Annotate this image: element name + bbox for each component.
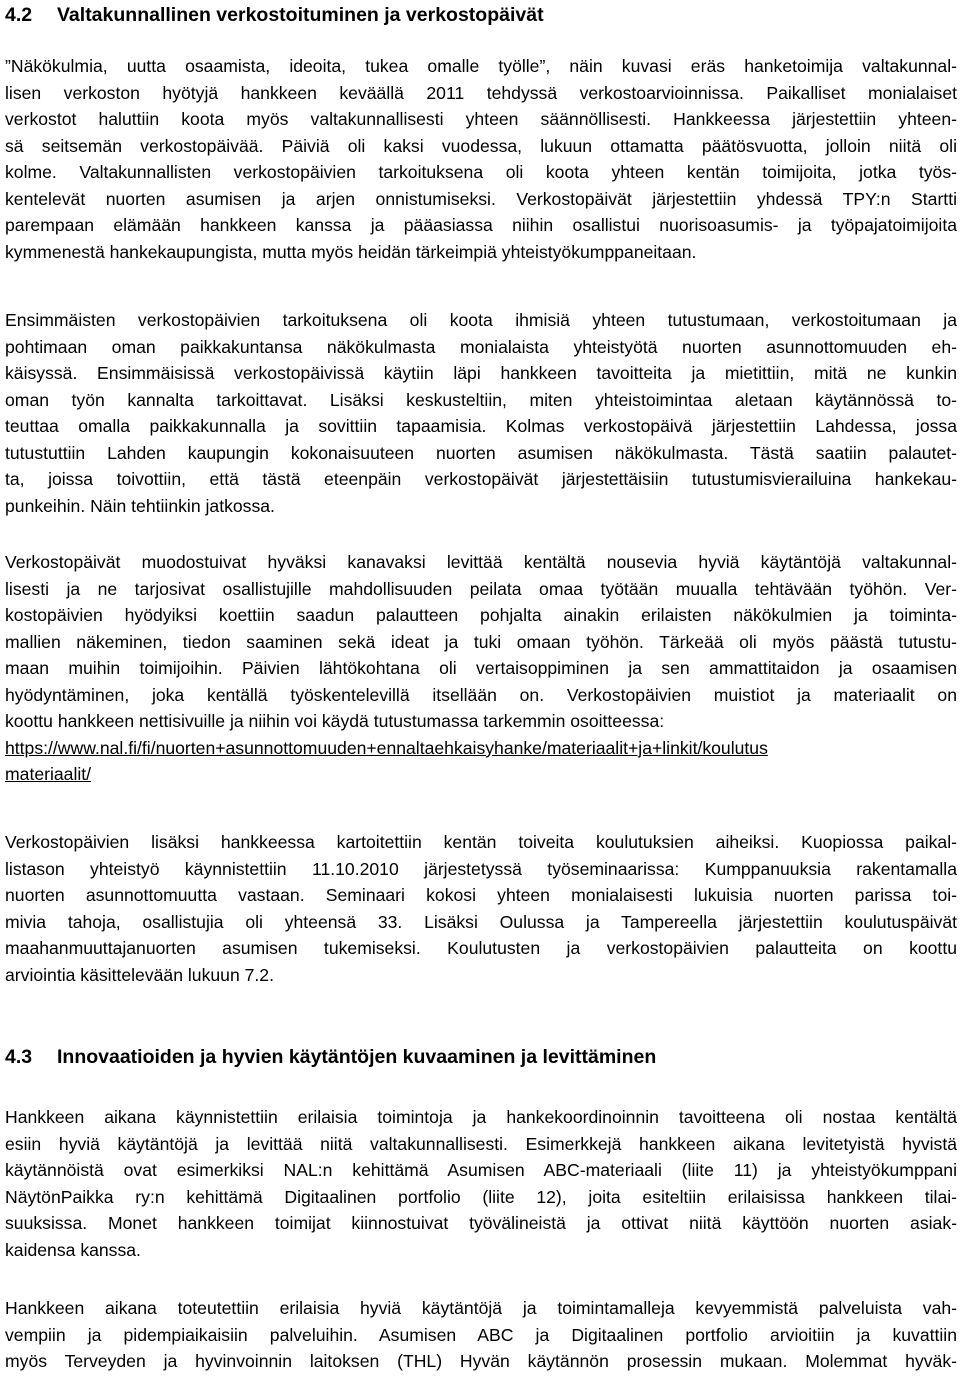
section-heading-4-3 — [5, 1044, 656, 1070]
paragraph-networking-intro — [5, 53, 957, 265]
text-line: hyödyntäminen, joka kentällä työskentelevillä itsellään on. Verkostopäivien muistiot ja materiaalit on — [5, 684, 957, 705]
text-line: vempiin ja pidempiaikaisiin palveluihin. Asumisen ABC ja Digitaalinen portfolio arvioitiin ja kuvattiin — [5, 1324, 957, 1345]
text-line: käytännöistä ovat esimerkiksi NAL:n kehittämä Asumisen ABC-materiaali (liite 11) ja yhteistyökumppani — [5, 1160, 957, 1180]
text-line: käisyssä. Ensimmäisissä verkostopäivissä käytiin läpi hankkeen tavoitteita ja mietittiin, mitä ne kunkin — [5, 363, 957, 383]
paragraph-trainings — [5, 829, 957, 988]
text-line: nuorten asunnottomuutta vastaan. Seminaari kokosi yhteen monialaisesti lukuisia nuorten parissa toi- — [5, 885, 957, 905]
text-line: Hankkeen aikana toteutettiin erilaisia hyviä käytäntöjä ja toimintamalleja kevyemmistä palveluista vah- — [5, 1298, 957, 1318]
text-line: suuksissa. Monet hankkeen toimijat kiinnostuivat työvälineistä ja ottivat niitä käyttöön nuorten asiak- — [5, 1213, 957, 1233]
text-line: sä seitsemän verkostopäivää. Päiviä oli kaksi vuodessa, lukuun ottamatta päätösvuotta, jolloin niitä oli — [5, 135, 957, 156]
text-line: NäytönPaikka ry:n kehittämä Digitaalinen portfolio (liite 12), joita esiteltiin erilaisissa hankkeen tilai- — [5, 1186, 957, 1207]
text-line: kostopäivien hyödyiksi koettiin saadun palautteen pohjalta ainakin erilaisten näkökulmien ja toiminta- — [5, 605, 957, 625]
text-line: tutustuttiin Lahden kaupungin kokonaisuuteen nuorten asumisen näkökulmasta. Tästä saatiin palautet- — [5, 442, 957, 463]
section-heading-4-2 — [5, 2, 544, 28]
text-line: Verkostopäivät muodostuivat hyväksi kanavaksi levittää kentältä nousevia hyviä käytäntöjä valtakunnal- — [5, 552, 957, 572]
section-number: 4.3 — [5, 1046, 33, 1068]
materials-link-line — [5, 761, 957, 788]
text-line: kolme. Valtakunnallisten verkostopäivien tarkoituksena oli koota yhteen kentän toimijoita, jotka työs- — [5, 162, 957, 182]
section-title: Valtakunnallinen verkostoituminen ja verkostopäivät — [57, 4, 544, 26]
text-line: maahanmuuttajanuorten asumisen tukemiseksi. Koulutusten ja verkostopäivien palautteita on koottu — [5, 938, 957, 958]
text-line: punkeihin. Näin tehtiinkin jatkossa. — [5, 495, 275, 516]
text-line: ta, joissa toivottiin, että tästä eteenpäin verkostopäivät järjestettäisiin tutustumisvierailuina hankekau- — [5, 469, 957, 489]
paragraph-practice-models — [5, 1295, 957, 1375]
paragraph-first-network-days — [5, 307, 957, 519]
text-line: oman työn kannalta tarkoittavat. Lisäksi keskusteltiin, miten yhteistoimintaa aletaan käytännössä to- — [5, 389, 957, 410]
text-line: lisen verkoston hyötyjä hankkeen keväällä 2011 tehdyssä verkostoarvioinnissa. Paikalliset monialaiset — [5, 82, 957, 103]
paragraph-network-days-benefits — [5, 549, 957, 788]
text-line: kymmenestä hankekaupungista, mutta myös heidän tärkeimpiä yhteistyökumppaneitaan. — [5, 241, 697, 262]
text-line: Verkostopäivien lisäksi hankkeessa kartoitettiin kentän toiveita koulutuksien aiheiksi. Kuopiossa paikal- — [5, 832, 957, 852]
text-line: verkostot haluttiin koota myös valtakunnallisesti yhteen säännöllisesti. Hankkeessa järjestettiin yhteen- — [5, 109, 957, 129]
text-line: maan muihin toimijoihin. Päivien lähtökohtana oli vertaisoppiminen ja sen ammattitaidon ja osaamisen — [5, 658, 957, 678]
text-line: lisesti ja ne tarjosivat osallistujille mahdollisuuden peilata omaa työtään muualla tehtävään työhön. Ver- — [5, 578, 957, 599]
text-line: parempaan elämään hankkeen kanssa ja pääasiassa niihin osallistui nuorisoasumis- ja työpajatoimijoita — [5, 215, 957, 235]
text-line: pohtimaan oman paikkakuntansa näkökulmasta monialaista yhteistyötä nuorten asunnottomuuden eh- — [5, 336, 957, 357]
text-line: Ensimmäisten verkostopäivien tarkoituksena oli koota ihmisiä yhteen tutustumaan, verkostoitumaan ja — [5, 310, 957, 330]
text-line: mivia tahoja, osallistujia oli yhteensä 33. Lisäksi Oulussa ja Tampereella järjestettiin koulutuspäivät — [5, 911, 957, 932]
text-line: kaidensa kanssa. — [5, 1239, 141, 1260]
text-line: arviointia käsittelevään lukuun 7.2. — [5, 964, 274, 985]
materials-link-continued[interactable]: materiaalit/ — [5, 764, 92, 784]
text-line: Hankkeen aikana käynnistettiin erilaisia toimintoja ja hankekoordinoinnin tavoitteena oli nostaa kentältä — [5, 1107, 957, 1127]
section-number: 4.2 — [5, 4, 33, 26]
text-line: mallien näkeminen, tiedon saaminen sekä ideat ja tuki omaan työhön. Tärkeää oli myös päästä tutustu- — [5, 631, 957, 652]
text-line: esiin hyviä käytäntöjä ja levittää niitä valtakunnallisesti. Esimerkkejä hankkeen aikana levitetyistä hyvistä — [5, 1133, 957, 1154]
materials-link-line — [5, 735, 957, 762]
paragraph-good-practices — [5, 1104, 957, 1263]
text-line: myös Terveyden ja hyvinvoinnin laitoksen (THL) Hyvän käytännön prosessin mukaan. Molemmat hyväk- — [5, 1351, 957, 1371]
text-line: teuttaa omalla paikkakunnalla ja sovittiin tapaamisia. Kolmas verkostopäivä järjestettiin Lahdessa, jossa — [5, 416, 957, 436]
text-line: kentelevät nuorten asumisen ja arjen onnistumiseksi. Verkostopäivät järjestettiin yhdessä TPY:n Startti — [5, 188, 957, 209]
text-line: ”Näkökulmia, uutta osaamista, ideoita, tukea omalle työlle”, näin kuvasi eräs hanketoimija valtakunnal- — [5, 56, 957, 76]
text-line: koottu hankkeen nettisivuille ja niihin voi käydä tutustumassa tarkemmin osoitteessa: — [5, 711, 665, 731]
text-line: listason yhteistyö käynnistettiin 11.10.2010 järjestetyssä työseminaarissa: Kumppanuuksia rakentamalla — [5, 858, 957, 879]
materials-link[interactable]: https://www.nal.fi/fi/nuorten+asunnottomuuden+ennaltaehkaisyhanke/materiaalit+ja+linkit/koulutus — [5, 737, 768, 758]
section-title: Innovaatioiden ja hyvien käytäntöjen kuvaaminen ja levittäminen — [57, 1046, 657, 1068]
